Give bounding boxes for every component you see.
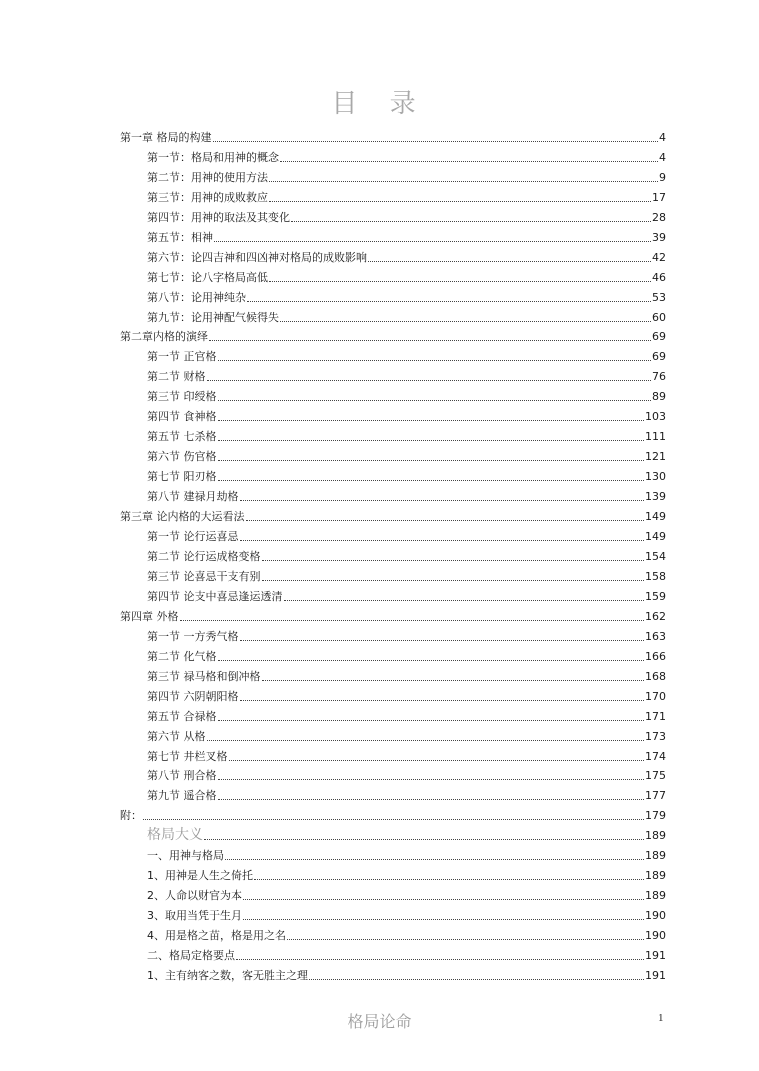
toc-entry-label: 第二节 财格 xyxy=(147,370,206,384)
toc-entry-label: 第九节 遥合格 xyxy=(147,789,217,803)
toc-entry[interactable] xyxy=(120,823,666,843)
dot-leader xyxy=(269,281,651,282)
dot-leader xyxy=(207,740,645,741)
dot-leader xyxy=(214,241,651,242)
toc-entry-page: 189 xyxy=(645,849,666,863)
toc-entry-page: 189 xyxy=(645,869,666,883)
toc-entry-page: 69 xyxy=(652,330,666,344)
dot-leader xyxy=(236,959,644,960)
toc-entry-page: 158 xyxy=(645,569,666,583)
toc-entry[interactable] xyxy=(120,285,666,305)
dot-leader xyxy=(218,420,645,421)
dot-leader xyxy=(218,360,652,361)
toc-entry[interactable] xyxy=(120,943,666,963)
toc-entry[interactable] xyxy=(120,923,666,943)
toc-entry[interactable] xyxy=(120,604,666,624)
toc-entry-page: 17 xyxy=(652,190,666,204)
toc-entry[interactable] xyxy=(120,245,666,265)
dot-leader xyxy=(218,779,645,780)
toc-entry-label: 第八节：论用神纯杂 xyxy=(147,290,246,304)
toc-entry[interactable] xyxy=(120,644,666,664)
toc-entry-label: 第一节：格局和用神的概念 xyxy=(147,150,279,164)
toc-entry[interactable] xyxy=(120,764,666,784)
toc-entry[interactable] xyxy=(120,325,666,345)
toc-entry-page: 179 xyxy=(645,809,666,823)
toc-entry[interactable] xyxy=(120,165,666,185)
toc-entry[interactable] xyxy=(120,564,666,584)
toc-entry[interactable] xyxy=(120,444,666,464)
dot-leader xyxy=(218,460,645,461)
toc-entry-page: 149 xyxy=(645,530,666,544)
toc-entry[interactable] xyxy=(120,384,666,404)
toc-entry-label: 第二节：用神的使用方法 xyxy=(147,170,268,184)
toc-entry-label: 第一章 格局的构建 xyxy=(120,130,212,144)
toc-entry-page: 103 xyxy=(645,410,666,424)
toc-entry-page: 28 xyxy=(652,210,666,224)
toc-entry[interactable] xyxy=(120,484,666,504)
toc-entry-page: 189 xyxy=(645,829,666,843)
toc-entry-label: 第六节：论四吉神和四凶神对格局的成败影响 xyxy=(147,250,367,264)
dot-leader xyxy=(243,919,644,920)
dot-leader xyxy=(284,600,645,601)
toc-entry-page: 60 xyxy=(652,310,666,324)
toc-entry-page: 175 xyxy=(645,769,666,783)
toc-entry-page: 9 xyxy=(659,170,666,184)
toc-entry-label: 4、用是格之苗，格是用之名 xyxy=(147,929,286,943)
toc-entry-label: 第四节：用神的取法及其变化 xyxy=(147,210,290,224)
toc-entry-page: 76 xyxy=(652,370,666,384)
toc-entry[interactable] xyxy=(120,584,666,604)
toc-entry[interactable] xyxy=(120,704,666,724)
toc-entry-label: 第八节 刑合格 xyxy=(147,769,217,783)
toc-entry[interactable] xyxy=(120,963,666,983)
toc-entry[interactable] xyxy=(120,464,666,484)
table-of-contents xyxy=(120,125,666,983)
dot-leader xyxy=(240,700,645,701)
toc-entry-label: 第四节 食神格 xyxy=(147,410,217,424)
dot-leader xyxy=(240,500,645,501)
toc-entry[interactable] xyxy=(120,544,666,564)
dot-leader xyxy=(218,440,645,441)
toc-entry-label: 2、人命以财官为本 xyxy=(147,889,242,903)
toc-entry-page: 154 xyxy=(645,549,666,563)
toc-entry-label: 第五节 合禄格 xyxy=(147,709,217,723)
toc-entry-page: 191 xyxy=(645,968,666,982)
dot-leader xyxy=(229,760,645,761)
toc-entry-page: 46 xyxy=(652,270,666,284)
toc-entry-label: 第一节 正官格 xyxy=(147,350,217,364)
dot-leader xyxy=(180,620,645,621)
toc-entry-label: 第一节 一方秀气格 xyxy=(147,629,239,643)
dot-leader xyxy=(368,261,651,262)
toc-entry-page: 174 xyxy=(645,749,666,763)
dot-leader xyxy=(218,799,645,800)
toc-entry-label: 第五节 七杀格 xyxy=(147,430,217,444)
dot-leader xyxy=(291,221,651,222)
toc-entry[interactable] xyxy=(120,404,666,424)
toc-entry-label: 第三节 论喜忌干支有别 xyxy=(147,569,261,583)
dot-leader xyxy=(280,321,651,322)
toc-entry-page: 39 xyxy=(652,230,666,244)
dot-leader xyxy=(218,480,645,481)
toc-entry-page: 139 xyxy=(645,490,666,504)
toc-entry[interactable] xyxy=(120,883,666,903)
toc-entry-page: 171 xyxy=(645,709,666,723)
toc-entry[interactable] xyxy=(120,524,666,544)
toc-entry[interactable] xyxy=(120,843,666,863)
toc-entry[interactable] xyxy=(120,803,666,823)
toc-entry[interactable] xyxy=(120,364,666,384)
footer-title: 格局论命 xyxy=(347,1012,412,1031)
toc-entry[interactable] xyxy=(120,185,666,205)
toc-entry-label: 第九节：论用神配气候得失 xyxy=(147,310,279,324)
toc-entry-label: 第七节：论八字格局高低 xyxy=(147,270,268,284)
toc-entry-label: 第七节 阳刃格 xyxy=(147,470,217,484)
dot-leader xyxy=(280,161,658,162)
toc-entry-page: 159 xyxy=(645,589,666,603)
toc-entry-page: 190 xyxy=(645,929,666,943)
toc-entry-label: 1、主有纳客之数，客无胜主之理 xyxy=(147,968,308,982)
toc-entry-page: 111 xyxy=(645,430,666,444)
toc-entry-label: 第八节 建禄月劫格 xyxy=(147,490,239,504)
toc-entry-page: 162 xyxy=(645,609,666,623)
toc-entry-label: 二、格局定格要点 xyxy=(147,949,235,963)
toc-entry-label: 1、用神是人生之倚托 xyxy=(147,869,253,883)
dot-leader xyxy=(262,580,645,581)
toc-entry[interactable] xyxy=(120,724,666,744)
toc-entry-label: 第四章 外格 xyxy=(120,609,179,623)
toc-entry[interactable] xyxy=(120,305,666,325)
toc-entry-label: 第四节 论支中喜忌逢运透清 xyxy=(147,589,283,603)
toc-entry-label: 第四节 六阴朝阳格 xyxy=(147,689,239,703)
dot-leader xyxy=(287,939,644,940)
dot-leader xyxy=(240,540,645,541)
dot-leader xyxy=(143,819,644,820)
dot-leader xyxy=(218,660,645,661)
toc-entry-page: 166 xyxy=(645,649,666,663)
toc-entry[interactable] xyxy=(120,504,666,524)
toc-entry-label: 附： xyxy=(120,809,142,823)
toc-entry-label: 第六节 从格 xyxy=(147,729,206,743)
toc-entry-label: 第三节：用神的成败救应 xyxy=(147,190,268,204)
toc-entry[interactable] xyxy=(120,664,666,684)
toc-entry[interactable] xyxy=(120,863,666,883)
toc-entry-label: 第二节 论行运成格变格 xyxy=(147,549,261,563)
toc-entry-page: 189 xyxy=(645,889,666,903)
toc-entry[interactable] xyxy=(120,424,666,444)
toc-entry-label: 3、取用当凭于生月 xyxy=(147,909,242,923)
toc-entry-label: 第六节 伤官格 xyxy=(147,450,217,464)
dot-leader xyxy=(269,201,651,202)
toc-entry[interactable] xyxy=(120,783,666,803)
dot-leader xyxy=(269,181,658,182)
dot-leader xyxy=(262,680,645,681)
toc-entry-label: 一、用神与格局 xyxy=(147,849,224,863)
toc-entry-page: 191 xyxy=(645,949,666,963)
toc-entry-label: 格局大义 xyxy=(147,827,203,844)
toc-entry[interactable] xyxy=(120,624,666,644)
dot-leader xyxy=(209,340,651,341)
dot-leader xyxy=(207,380,652,381)
toc-entry-label: 第三章 论内格的大运看法 xyxy=(120,510,245,524)
toc-entry-page: 4 xyxy=(659,150,666,164)
toc-entry-page: 168 xyxy=(645,669,666,683)
toc-entry-label: 第二章内格的演绎 xyxy=(120,330,208,344)
dot-leader xyxy=(225,859,644,860)
toc-entry-page: 42 xyxy=(652,250,666,264)
dot-leader xyxy=(243,899,644,900)
toc-entry-page: 121 xyxy=(645,450,666,464)
toc-entry-label: 第五节：相神 xyxy=(147,230,213,244)
toc-entry[interactable] xyxy=(120,744,666,764)
dot-leader xyxy=(218,720,645,721)
dot-leader xyxy=(254,879,644,880)
toc-entry-page: 53 xyxy=(652,290,666,304)
dot-leader xyxy=(240,640,645,641)
dot-leader xyxy=(213,141,659,142)
toc-entry[interactable] xyxy=(120,684,666,704)
toc-entry-page: 69 xyxy=(652,350,666,364)
dot-leader xyxy=(218,400,652,401)
toc-entry[interactable] xyxy=(120,125,666,145)
page-title: 目 录 xyxy=(331,89,428,119)
toc-entry-page: 173 xyxy=(645,729,666,743)
dot-leader xyxy=(262,560,645,561)
toc-entry[interactable] xyxy=(120,225,666,245)
dot-leader xyxy=(247,301,651,302)
toc-entry-page: 170 xyxy=(645,689,666,703)
dot-leader xyxy=(204,839,644,840)
toc-entry-label: 第三节 禄马格和倒冲格 xyxy=(147,669,261,683)
dot-leader xyxy=(246,520,645,521)
toc-entry[interactable] xyxy=(120,145,666,165)
toc-entry-label: 第二节 化气格 xyxy=(147,649,217,663)
toc-entry[interactable] xyxy=(120,344,666,364)
page-number: 1 xyxy=(658,1012,664,1024)
toc-entry-page: 177 xyxy=(645,789,666,803)
toc-entry-label: 第一节 论行运喜忌 xyxy=(147,530,239,544)
dot-leader xyxy=(309,979,644,980)
toc-entry[interactable] xyxy=(120,265,666,285)
toc-entry-page: 163 xyxy=(645,629,666,643)
toc-entry-page: 130 xyxy=(645,470,666,484)
toc-entry[interactable] xyxy=(120,903,666,923)
toc-entry[interactable] xyxy=(120,205,666,225)
toc-entry-page: 89 xyxy=(652,390,666,404)
toc-entry-label: 第三节 印绶格 xyxy=(147,390,217,404)
toc-entry-page: 149 xyxy=(645,510,666,524)
toc-entry-page: 190 xyxy=(645,909,666,923)
toc-entry-label: 第七节 井栏叉格 xyxy=(147,749,228,763)
toc-entry-page: 4 xyxy=(659,130,666,144)
